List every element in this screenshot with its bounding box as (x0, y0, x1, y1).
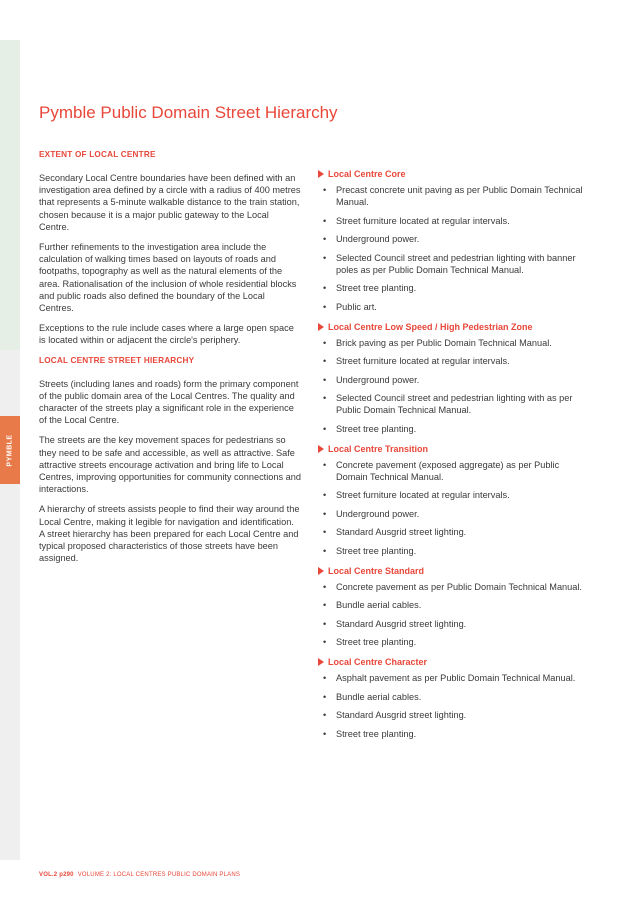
list-item: • Underground power. (318, 374, 586, 386)
list-item: • Street tree planting. (318, 728, 586, 740)
group-transition (318, 444, 586, 557)
list-item: • Street tree planting. (318, 636, 586, 648)
right-column (318, 169, 586, 749)
page-reference: VOL.2 p290 (39, 872, 74, 878)
bullet-list (318, 459, 586, 557)
page-footer (39, 872, 240, 878)
arrow-right-icon (318, 323, 324, 331)
paragraph: The streets are the key movement spaces for pedestrians so they need to be safe and accessible, as well as attractive. Safe attractive streets encourage activation and bring life to Local Centres, improving opportunities for community connections and interactions. (39, 435, 301, 495)
group-heading-label: Local Centre Character (328, 657, 428, 667)
list-item: • Concrete pavement (exposed aggregate) as per Public Domain Technical Manual. (318, 459, 586, 483)
paragraph: Secondary Local Centre boundaries have been defined with an investigation area defined by a circle with a radius of 400 metres that represents a 5-minute walkable distance to the train station, chosen because it is a major public gateway to the Local Centre. (39, 173, 301, 232)
page-title: Pymble Public Domain Street Hierarchy (39, 103, 338, 122)
list-item: • Street furniture located at regular intervals. (318, 489, 586, 501)
list-item: • Selected Council street and pedestrian lighting with as per Public Domain Technical Manual. (318, 392, 586, 416)
list-item: • Street tree planting. (318, 282, 586, 294)
group-heading (318, 322, 586, 332)
arrow-right-icon (318, 658, 324, 666)
group-heading (318, 657, 586, 667)
group-heading-label: Local Centre Standard (328, 565, 425, 576)
group-heading (318, 169, 586, 179)
list-item: • Standard Ausgrid street lighting. (318, 709, 586, 721)
list-item: • Street tree planting. (318, 545, 586, 557)
list-item: • Concrete pavement as per Public Domain Technical Manual. (318, 581, 586, 593)
list-item: • Standard Ausgrid street lighting. (318, 526, 586, 538)
section-heading: LOCAL CENTRE STREET HIERARCHY (39, 355, 195, 365)
arrow-right-icon (318, 445, 324, 453)
paragraph: A hierarchy of streets assists people to find their way around the Local Centre, making it legible for navigation and identification. A street hierarchy has been prepared for each Local Centre and typical proposed characteristics of those streets have been assigned. (39, 504, 300, 564)
list-item: • Street furniture located at regular intervals. (318, 355, 586, 367)
arrow-right-icon (318, 170, 324, 178)
arrow-right-icon (318, 567, 324, 575)
bullet-list (318, 184, 586, 313)
section-extent (39, 150, 301, 347)
list-item: • Underground power. (318, 233, 586, 245)
group-heading (318, 444, 586, 454)
group-core (318, 169, 586, 313)
section-street-hierarchy (39, 356, 301, 565)
list-item: • Street furniture located at regular intervals. (318, 215, 586, 227)
group-heading-label: Local Centre Transition (328, 443, 429, 454)
list-item: • Brick paving as per Public Domain Technical Manual. (318, 337, 586, 349)
bullet-list (318, 337, 586, 435)
section-side-tab (0, 416, 20, 484)
group-heading-label: Local Centre Low Speed / High Pedestrian Zone (328, 321, 533, 332)
bullet-list (318, 672, 586, 740)
group-character (318, 657, 586, 740)
group-low-speed (318, 322, 586, 435)
group-heading-label: Local Centre Core (328, 169, 406, 179)
volume-title: VOLUME 2: LOCAL CENTRES PUBLIC DOMAIN PLANS (77, 872, 241, 878)
paragraph: Further refinements to the investigation area include the calculation of walking times based on layouts of roads and footpaths, topography as well as the natural elements of the area. Rationalisation of the inclusion of whole residential blocks and public roads also defined the boundary of the Local Centres. (39, 242, 297, 314)
list-item: • Bundle aerial cables. (318, 599, 586, 611)
paragraph: Streets (including lanes and roads) form the primary component of the public domain area of the Local Centres. The quality and character of the streets play a significant role in the experience of the Local Centre. (39, 378, 299, 426)
list-item: • Public art. (318, 301, 586, 313)
list-item: • Selected Council street and pedestrian lighting with banner poles as per Public Domain Technical Manual. (318, 252, 586, 276)
list-item: • Bundle aerial cables. (318, 691, 586, 703)
bullet-list (318, 581, 586, 649)
section-heading: EXTENT OF LOCAL CENTRE (39, 150, 156, 159)
list-item: • Asphalt pavement as per Public Domain Technical Manual. (318, 672, 586, 684)
list-item: • Precast concrete unit paving as per Public Domain Technical Manual. (318, 184, 586, 208)
side-strip-top (0, 40, 20, 350)
paragraph: Exceptions to the rule include cases where a large open space is located within or adjacent the circle's periphery. (39, 323, 294, 346)
group-standard (318, 566, 586, 649)
list-item: • Street tree planting. (318, 423, 586, 435)
list-item: • Standard Ausgrid street lighting. (318, 618, 586, 630)
left-column (39, 150, 301, 572)
list-item: • Underground power. (318, 508, 586, 520)
group-heading (318, 566, 586, 576)
side-tab-label: PYMBLE (6, 433, 14, 467)
